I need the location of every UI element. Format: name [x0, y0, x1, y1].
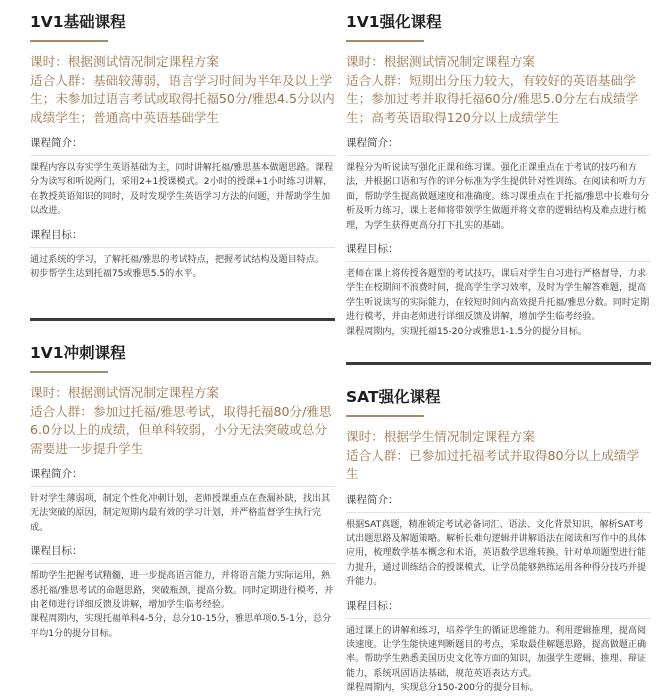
card-top-rule: [30, 318, 335, 321]
intro-text: 课程分为听说读写强化正课和练习课。强化正课重点在于考试的技巧和方法，并根据口语和写作的评分标准为学生提供针对性训练。在阅读和听力方面，帮助学生提高做题速度和准确度。练习课重点在于托福/雅思中长难句分析及听力练习，课上老师将带领学生做题并将文章的逻辑结构及难点进行梳理，为学生获得更高分打下扎实的基础。: [346, 163, 650, 231]
section-divider: [346, 261, 651, 262]
goal-paragraph: 老师在课上将传授各题型的考试技巧，课后对学生自习进行严格督导，力求学生在校期间不浪费时间，提高学生学习效率，及时为学生解答难题，提高学生听说读写的实际能力，在较短时间内高效提升托福/雅思分数。同时定期进行模考，并由老师进行详细反馈及讲解，增加学生临考经验。: [346, 269, 650, 323]
intro-label: 课程简介：: [30, 137, 83, 149]
title-underline: [346, 40, 424, 42]
intro-text: 针对学生薄弱项，制定个性化冲刺计划，老师授课重点在查漏补缺，找出其无法突破的原因，制定短期内最有效的学习计划，并严格监督学生执行完成。: [30, 494, 331, 533]
goal-label: 课程目标：: [346, 243, 399, 256]
card-top-rule: [346, 362, 651, 365]
intro-label: 课程简介：: [346, 493, 399, 506]
goal-label: 课程目标：: [30, 228, 83, 241]
section-divider: [346, 155, 651, 156]
goal-paragraph: 课程周期内，实现托福15-20分或雅思1-1.5分的提分目标。: [346, 326, 587, 337]
goal-text: [30, 569, 335, 641]
goal-paragraph: 课程周期内，实现托福单科4-5分，总分10-15分，雅思单项0.5-1分，总分平均1分的提分目标。: [30, 614, 332, 639]
section-divider: [30, 486, 335, 487]
card-hours: 课时：根据测试情况制定课程方案: [346, 54, 535, 69]
card-audience: 适合人群：基础较薄弱，语言学习时间为半年及以上学生；未参加过语言考试或取得托福50分/雅思4.5分以内成绩学生；普通高中英语基础学生: [30, 72, 335, 125]
section-divider: [30, 155, 335, 156]
intro-label: 课程简介：: [30, 468, 83, 480]
title-underline: [30, 371, 108, 373]
goal-paragraph: 帮助学生把握考试精髓，进一步提高语言能力，并将语言能力实际运用，熟悉托福/雅思考试的命题思路，突破瓶颈，提高分数。同时定期进行模考，并由老师进行详细反馈及讲解，增加学生临考经验。: [30, 571, 334, 611]
course-card-intensive: [346, 12, 651, 339]
goal-label: 课程目标：: [346, 599, 399, 612]
section-divider: [346, 618, 651, 619]
goal-paragraph: 初步帮学生达到托福75或雅思5.5的水平。: [30, 269, 202, 280]
section-divider: [30, 563, 335, 564]
card-hours: 课时：根据学生情况制定课程方案: [346, 429, 535, 444]
card-audience: 适合人群：已参加过托福考试并取得80分以上成绩学生: [346, 447, 640, 481]
course-card-basic: [30, 12, 335, 281]
course-card-sat: [346, 362, 651, 696]
intro-label: 课程简介：: [346, 137, 399, 149]
intro-text: 根据SAT真题，精准锁定考试必备词汇、语法、文化背景知识，解析SAT考试出题思路及解题策略。解析长难句逻辑并讲解语法在阅读和写作中的具体应用，梳理数学基本概念和术语，英语数学思维转换。针对单项题型进行能力提升，通过训练结合的授课模式，让学员能够熟练运用各种得分技巧并提升能力。: [346, 519, 647, 588]
goal-paragraph: 课程周期内，实现总分150-200分的提分目标。: [346, 683, 539, 694]
goal-label: 课程目标：: [30, 545, 83, 558]
goal-paragraph: 通过课上的讲解和练习，培养学生的循证思维能力。利用逻辑推理，提高阅读速度。让学生能快速判断题目的考点，采取最佳解题思路，提高做题正确率。帮助学生熟悉美国历史文化等方面的知识，加强学生逻辑、推理、辩证能力，系统巩固语法基础，规范英语表达方式。: [346, 625, 647, 679]
goal-paragraph: 通过系统的学习，了解托福/雅思的考试特点，把握考试结构及题目特点。: [30, 254, 325, 265]
goal-text: [346, 267, 651, 339]
card-audience: 适合人群：参加过托福/雅思考试，取得托福80分/雅思6.0分以上的成绩，但单科较弱，小分无法突破或总分需要进一步提升学生: [30, 403, 332, 456]
section-divider: [346, 512, 651, 513]
title-underline: [30, 40, 108, 42]
card-hours: 课时：根据测试情况制定课程方案: [30, 54, 219, 69]
card-hours: 课时：根据测试情况制定课程方案: [30, 385, 219, 400]
card-title: 1V1强化课程: [346, 13, 442, 31]
card-title: 1V1冲刺课程: [30, 344, 126, 362]
title-underline: [346, 415, 424, 417]
course-card-sprint: [30, 318, 335, 641]
card-audience: 适合人群：短期出分压力较大，有较好的英语基础学生；参加过考并取得托福60分/雅思5.0分左右成绩学生；高考英语取得120分以上成绩学生: [346, 72, 639, 125]
goal-text: [30, 253, 335, 282]
card-title: 1V1基础课程: [30, 13, 126, 31]
goal-text: [346, 624, 651, 696]
card-title: SAT强化课程: [346, 388, 441, 406]
intro-text: 课程内容以夯实学生英语基础为主，同时讲解托福/雅思基本做题思路。课程分为读写和听说两门，采用2+1授课模式。2小时的授课+1小时练习讲解，在教授英语知识的同时，及时发现学生英语学习方法的问题，并帮助学生加以改进。: [30, 163, 334, 217]
section-divider: [30, 247, 335, 248]
